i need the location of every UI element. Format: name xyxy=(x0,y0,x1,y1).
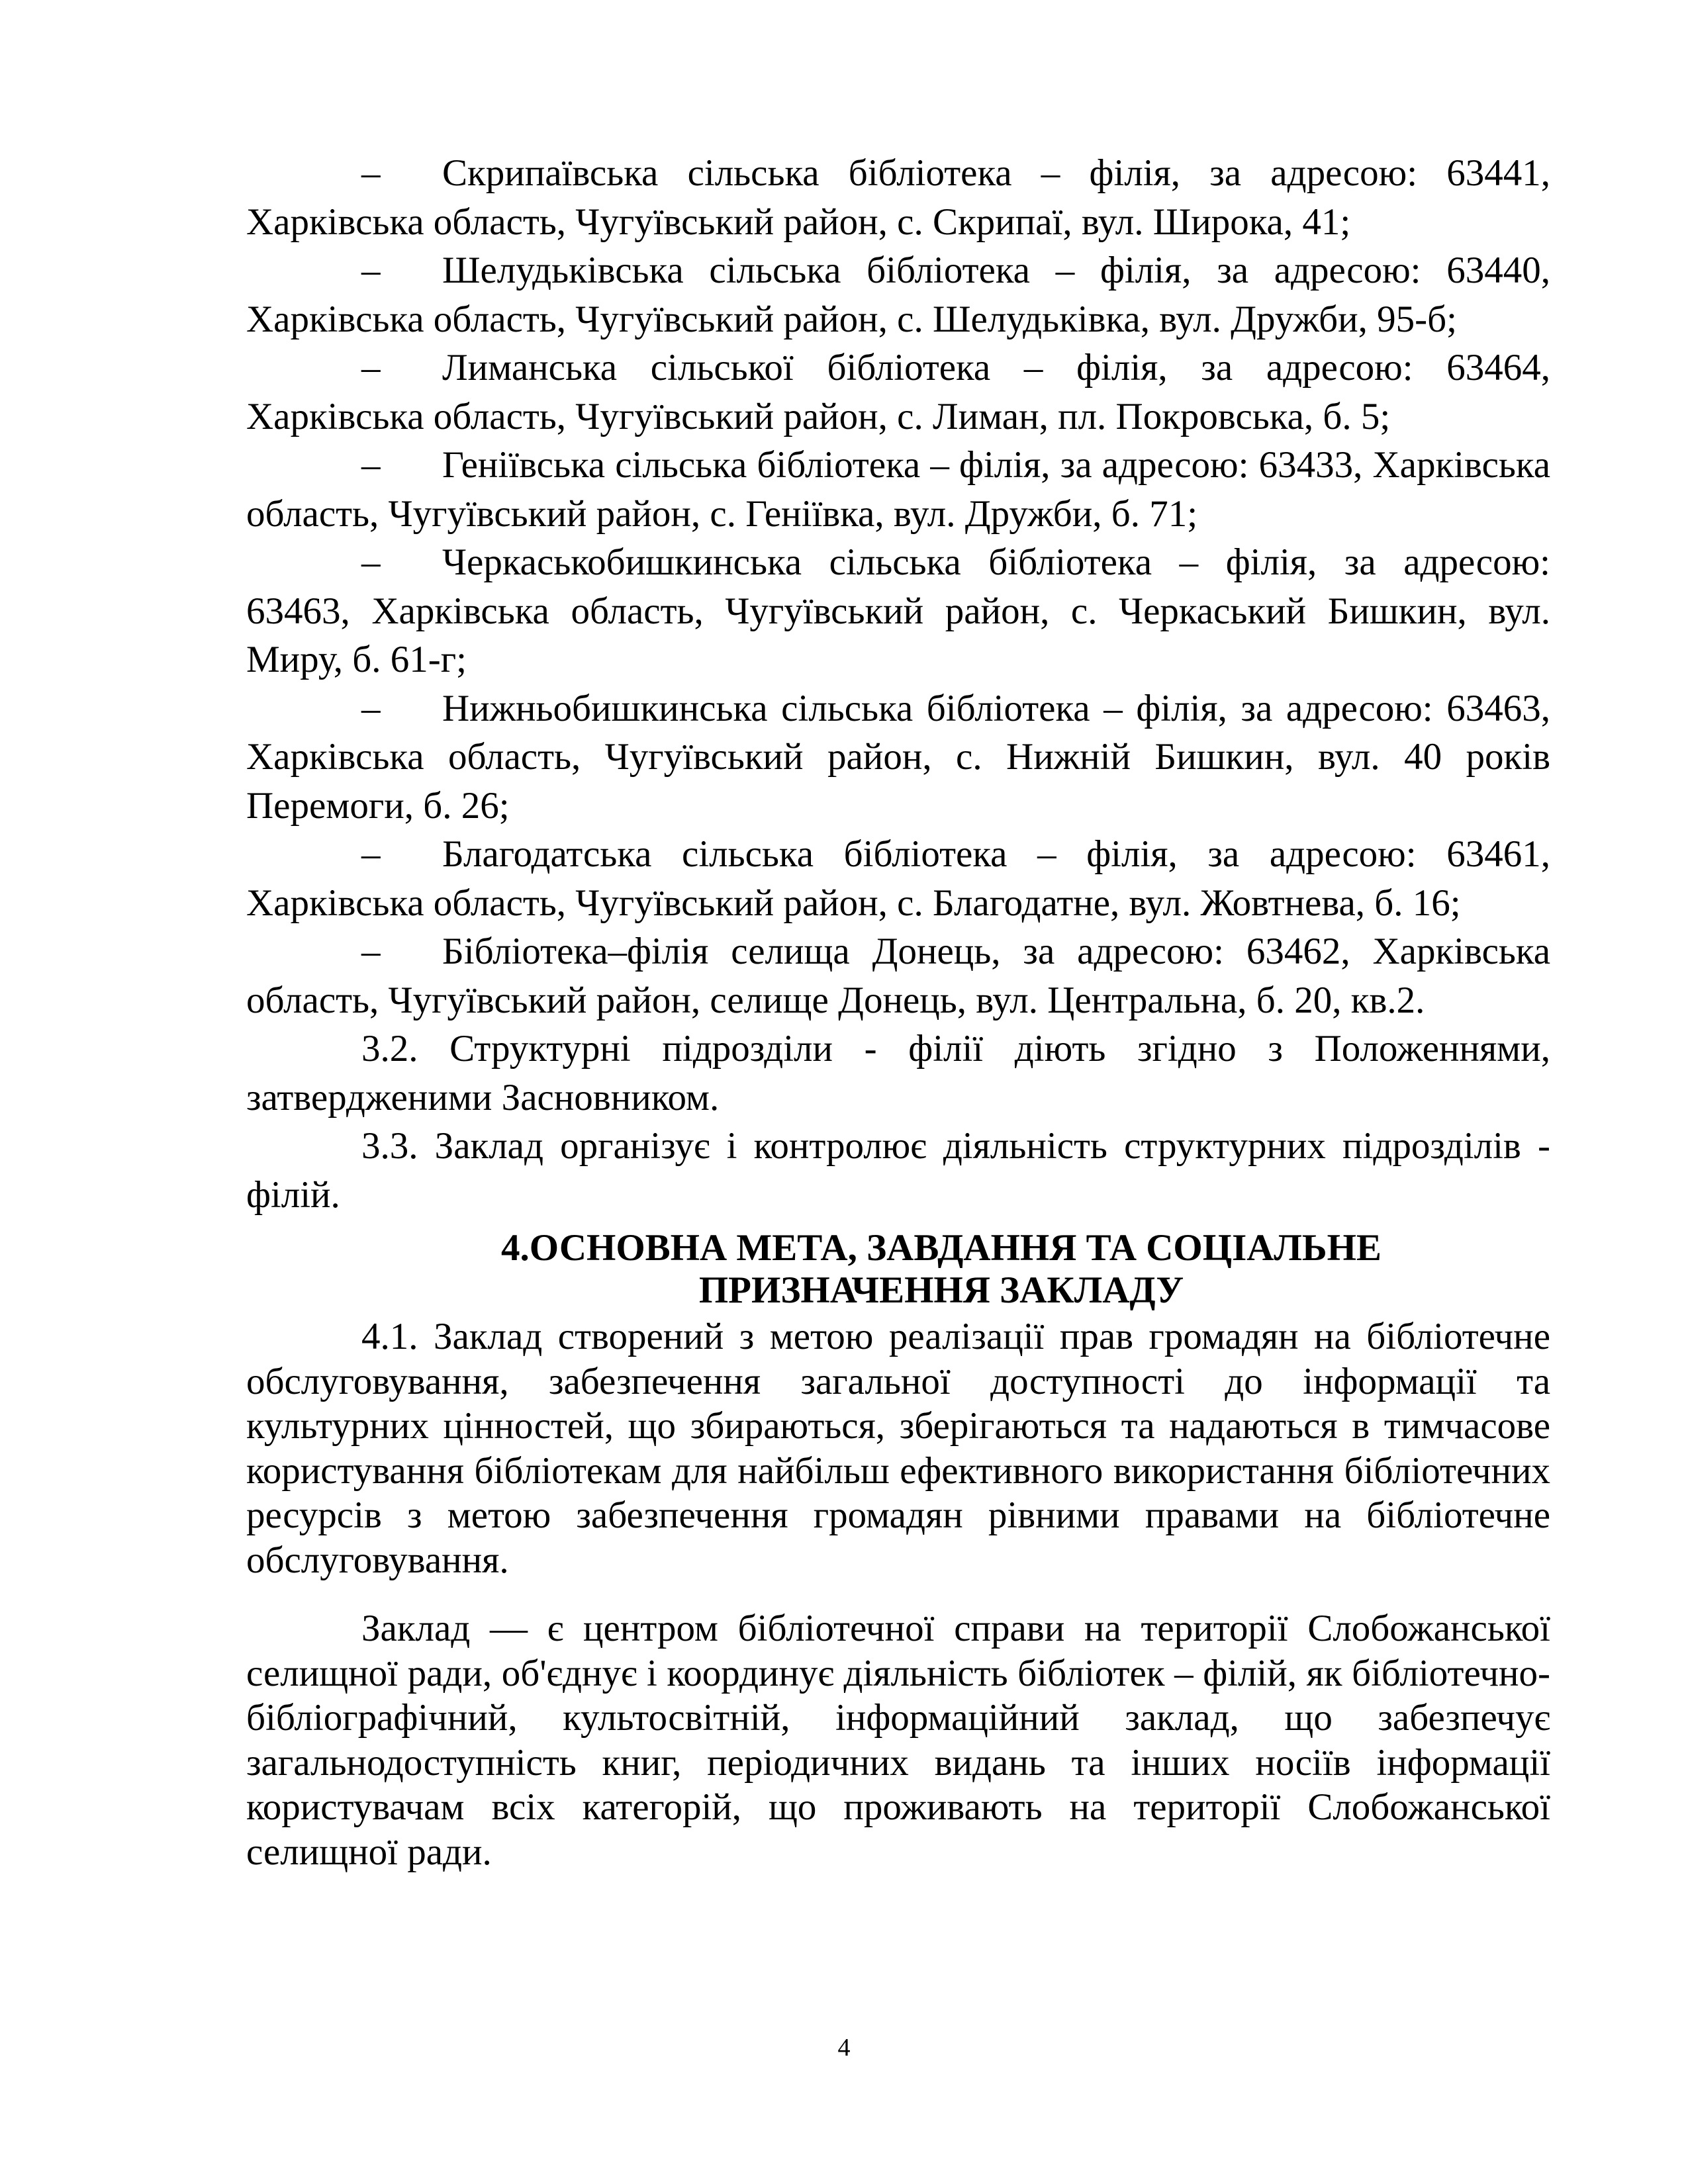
section-heading-line1: 4.ОСНОВНА МЕТА, ЗАВДАННЯ ТА СОЦІАЛЬНЕ xyxy=(501,1227,1382,1269)
branch-item xyxy=(246,343,1550,441)
branch-item xyxy=(246,830,1550,927)
section-4-heading xyxy=(246,1227,1550,1312)
branch-item xyxy=(246,441,1550,538)
page-number: 4 xyxy=(837,2034,851,2062)
section-heading-line2: ПРИЗНАЧЕННЯ ЗАКЛАДУ xyxy=(698,1269,1184,1311)
list-dash: – xyxy=(361,250,381,291)
branch-item xyxy=(246,149,1550,246)
branch-item xyxy=(246,246,1550,343)
paragraph-center-role: Заклад — є центром бібліотечної справи на території Слобожанської селищної ради, об'єднує і координує діяльність бібліотек – філій, як бібліотечно-бібліографічний, культосвітній, інформаційний заклад, що забезпечує загальнодоступність книг, періодичних видань та інших носіїв інформації користувачам всіх категорій, що проживають на території Слобожанської селищної ради. xyxy=(246,1608,1550,1873)
branch-text: Геніївська сільська бібліотека – філія, за адресою: 63433, Харківська область, Чугуївський район, с. Геніївка, вул. Дружби, б. 71; xyxy=(246,444,1550,535)
branch-text: Черкаськобишкинська сільська бібліотека – філія, за адресою: 63463, Харківська область, Чугуївський район, с. Черкаський Бишкин, вул. Миру, б. 61-г; xyxy=(246,541,1550,680)
paragraph-4-1: 4.1. Заклад створений з метою реалізації прав громадян на бібліотечне обслуговування, забезпечення загальної доступності до інформації та культурних цінностей, що збираються, зберігаються та надаються в тимчасове користування бібліотекам для найбільш ефективного використання бібліотечних ресурсів з метою забезпечення громадян рівними правами на бібліотечне обслуговування. xyxy=(246,1316,1550,1581)
clause-3-2: 3.2. Структурні підрозділи - філії діють згідно з Положеннями, затвердженими Засновником. xyxy=(246,1028,1550,1118)
clause-3-3: 3.3. Заклад організує і контролює діяльність структурних підрозділів - філій. xyxy=(246,1125,1550,1216)
list-dash: – xyxy=(361,444,381,486)
branch-text: Шелудьківська сільська бібліотека – філія, за адресою: 63440, Харківська область, Чугуївський район, с. Шелудьківка, вул. Дружби, 95-б; xyxy=(246,250,1550,340)
branch-item xyxy=(246,684,1550,831)
branch-text: Скрипаївська сільська бібліотека – філія, за адресою: 63441, Харківська область, Чугуївський район, с. Скрипаї, вул. Широка, 41; xyxy=(246,152,1550,243)
paragraph-gap xyxy=(246,1582,1550,1606)
branch-item xyxy=(246,927,1550,1024)
list-dash: – xyxy=(361,152,381,194)
list-dash: – xyxy=(361,931,381,972)
branch-list xyxy=(246,149,1550,1024)
branch-text: Лиманська сільської бібліотека – філія, за адресою: 63464, Харківська область, Чугуївський район, с. Лиман, пл. Покровська, б. 5; xyxy=(246,347,1550,437)
document-page xyxy=(246,149,1550,1874)
branch-text: Бібліотека–філія селища Донець, за адресою: 63462, Харківська область, Чугуївський район, селище Донець, вул. Центральна, б. 20, кв.2. xyxy=(246,931,1550,1021)
list-dash: – xyxy=(361,687,381,729)
list-dash: – xyxy=(361,347,381,388)
list-dash: – xyxy=(361,541,381,583)
branch-text: Благодатська сільська бібліотека – філія, за адресою: 63461, Харківська область, Чугуївський район, с. Благодатне, вул. Жовтнева, б. 16; xyxy=(246,833,1550,924)
branch-item xyxy=(246,538,1550,684)
branch-text: Нижньобишкинська сільська бібліотека – філія, за адресою: 63463, Харківська область, Чугуївський район, с. Нижній Бишкин, вул. 40 років Перемоги, б. 26; xyxy=(246,687,1550,827)
list-dash: – xyxy=(361,833,381,875)
